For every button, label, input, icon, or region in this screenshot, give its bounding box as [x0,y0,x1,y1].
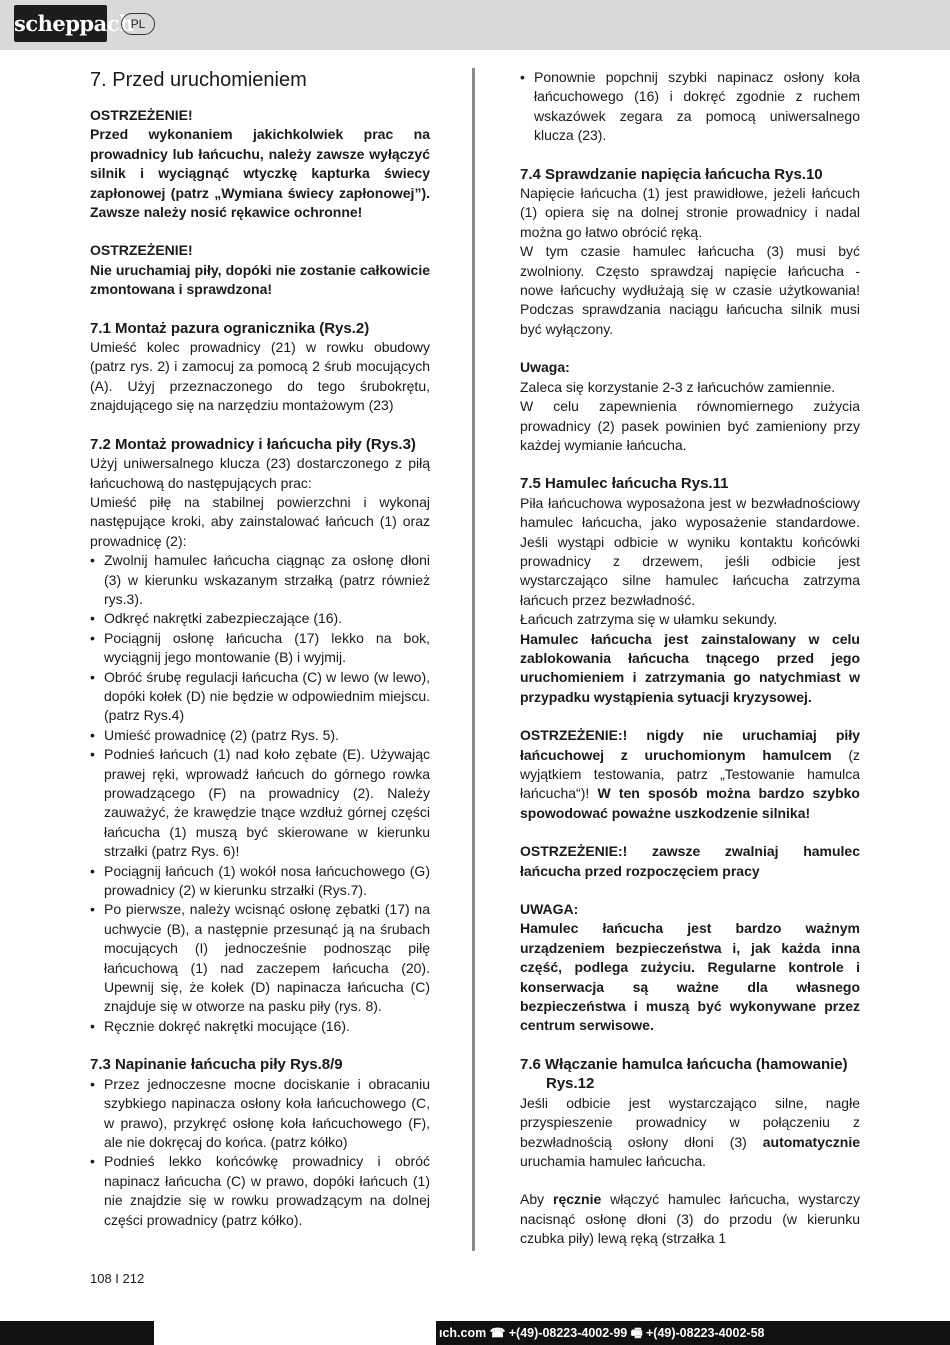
list-item: • Odkręć nakrętki zabezpieczające (16). [90,609,430,628]
warning-paragraph [520,726,860,823]
paragraph [520,1094,860,1172]
warning-text: Nie uruchamiaj piły, dopóki nie zostanie całkowicie zmontowana i sprawdzona! [90,261,430,298]
paragraph: Umieść kolec prowadnicy (21) w rowku obudowy (patrz rys. 2) i zamocuj za pomocą 2 śrub mocujących (A). Użyj przeznaczonego do tego śrubokrętu, znajdującego się na narzędziu montażowym (23) [90,339,430,414]
list-item: • Umieść prowadnicę (2) (patrz Rys. 5). [90,726,430,745]
step-list [520,68,860,146]
contact-info: ıch.com ☎ +(49)-08223-4002-99 🖷 +(49)-08223-4002-58 [439,1326,765,1340]
paragraph: Zaleca się korzystanie 2-3 z łańcuchów zamiennie. [520,378,836,395]
text-run: automatycznie [762,1133,860,1150]
list-item: • Pociągnij osłonę łańcucha (17) lekko na bok, wyciągnij jego montowanie (B) i wyjmij. [90,629,430,668]
page-number: 108 I 212 [90,1271,145,1286]
paragraph-bold: Hamulec łańcucha jest zainstalowany w celu zablokowania łańcucha tnącego przed jego uruchomieniem i zatrzymania go natychmiast w przypadku wystąpienia sytuacji kryzysowej. [520,630,860,705]
list-item: • Podnieś lekko końcówkę prowadnicy i obróć napinacz łańcucha (C) w prawo, dopóki łańcuch (1) nie znajdzie się w rowku prowadzącym na dolnej części prowadnicy (patrz kółko). [90,1152,430,1230]
paragraph [520,1190,860,1248]
page-header [0,0,950,50]
paragraph-bold: Hamulec łańcucha jest bardzo ważnym urządzeniem bezpieczeństwa i, jak każda inna część, podlega zużyciu. Regularne kontrole i konserwacja są ważne dla własnego bezpieczeństwa i muszą być wykonywane przez centrum serwisowe. [520,920,860,1034]
subsection-title: 7.4 Sprawdzanie napięcia łańcucha Rys.10 [520,165,823,183]
list-item: • Przez jednoczesne mocne dociskanie i obracaniu szybkiego napinacza osłony koła łańcuchowego (C, w prawo), przykręć osłonę koła łańcuchowego (F), ale nie dokręcaj do końca. (patrz kółko) [90,1075,430,1153]
step-list [90,551,430,1036]
list-item: • Po pierwsze, należy wcisnąć osłonę zębatki (17) na uchwycie (B), a następnie przesunąć ją na śrubach mocujących (I) jednocześnie podnosząc piłę łańcuchową (1) nad zaczepem łańcucha (20). Upewnij się, że kołek (D) napinacza łańcucha (C) znajduje się w otworze na pasku piły (rys. 8). [90,900,430,1016]
paragraph: Użyj uniwersalnego klucza (23) dostarczonego z piłą łańcuchową do następujących prac: [90,455,430,491]
warning-label: OSTRZEŻENIE! [90,107,193,123]
subsection-title: 7.2 Montaż prowadnicy i łańcucha piły (Rys.3) [90,435,416,453]
warning-text: OSTRZEŻENIE:! zawsze zwalniaj hamulec łańcucha przed rozpoczęciem pracy [520,843,860,879]
page-footer [0,1321,950,1345]
footer-block [154,1321,436,1345]
note-label: UWAGA: [520,901,579,918]
language-badge: PL [121,13,155,35]
list-item: • Zwolnij hamulec łańcucha ciągnąc za osłonę dłoni (3) w kierunku wskazanym strzałką (patrz również rys.3). [90,551,430,609]
text-run: uruchamia hamulec łańcucha. [520,1152,706,1169]
paragraph: Łańcuch zatrzyma się w ułamku sekundy. [520,611,778,628]
paragraph: W celu zapewnienia równomiernego zużycia prowadnicy (2) pasek powinien być zamieniony przy każdej wymianie łańcucha. [520,398,860,453]
subsection-title: 7.1 Montaż pazura ogranicznika (Rys.2) [90,319,370,337]
paragraph: W tym czasie hamulec łańcucha (3) musi być zwolniony. Często sprawdzaj napięcie łańcucha - nowe łańcuchy wydłużają się w czasie użytkowania! Podczas sprawdzania naciągu łańcucha silnik musi być wyłączony. [520,243,860,337]
paragraph: Piła łańcuchowa wyposażona jest w bezwładnościowy hamulec łańcucha, jako wyposażenie standardowe. Jeśli wystąpi odbicie w wyniku kontaktu końcówki prowadnicy z drzewem, jeśli odbicie jest wystarczająco silne hamulec łańcucha zatrzyma łańcuch przez bezwładność. [520,494,860,608]
text-run: ręcznie [553,1191,602,1208]
list-item: • Obróć śrubę regulacji łańcucha (C) w lewo (w lewo), dopóki kołek (D) nie będzie w odpowiednim miejscu. (patrz Rys.4) [90,668,430,726]
subsection-title: 7.3 Napinanie łańcucha piły Rys.8/9 [90,1056,343,1074]
list-item: • Ponownie popchnij szybki napinacz osłony koła łańcuchowego (16) i dokręć zgodnie z ruchem wskazówek zegara za pomocą uniwersalnego klucza (23). [520,68,860,146]
paragraph: Napięcie łańcucha (1) jest prawidłowe, jeżeli łańcuch (1) opiera się na dolnej stronie prowadnicy i nadal można go łatwo obrócić ręką. [520,185,860,240]
text-run: włączyć hamulec łańcucha, wystarczy nacisnąć osłonę dłoni (3) do przodu (w kierunku czubka piły) lewą ręką (strzałka 1 [520,1191,860,1247]
list-item: • Ręcznie dokręć nakrętki mocujące (16). [90,1017,430,1036]
section-title: 7. Przed uruchomieniem [90,69,307,91]
warning-label: OSTRZEŻENIE! [90,242,193,259]
warning-text: Przed wykonaniem jakichkolwiek prac na prowadnicy lub łańcuchu, należy zawsze wyłączyć silnik i wyciągnąć wtyczkę kapturka świecy zapłonowej (patrz „Wymiana świecy zapłonowej”). Zawsze należy nosić rękawice ochronne! [90,126,430,221]
step-list [90,1075,430,1230]
subsection-title: 7.6 Włączanie hamulca łańcucha (hamowanie) Rys.12 [520,1055,848,1093]
paragraph: Umieść piłę na stabilnej powierzchni i wykonaj następujące kroki, aby zainstalować łańcuch (1) oraz prowadnicę (2): [90,493,430,549]
warning-text: W ten sposób można bardzo szybko spowodować poważne uszkodzenie silnika! [520,785,860,821]
right-column [520,68,860,1249]
warning-text: (z wyjątkiem testowania, patrz „Testowanie hamulca łańcucha“)! [520,746,860,802]
subsection-title: 7.5 Hamulec łańcucha Rys.11 [520,475,729,493]
text-run: Aby [520,1191,553,1208]
column-divider [472,68,475,1251]
list-item: • Pociągnij łańcuch (1) wokół nosa łańcuchowego (G) prowadnicy (2) w kierunku strzałki (Rys.7). [90,862,430,901]
text-run: Jeśli odbicie jest wystarczająco silne, nagłe przyspieszenie prowadnicy w połączeniu z bezwładnością osłony dłoni (3) [520,1094,860,1150]
left-column [90,68,430,1230]
list-item: • Podnieś łańcuch (1) nad koło zębate (E). Używając prawej ręki, wprowadź łańcuch do górnego rowka prowadzącego (F) na prowadnicy (2). Należy zauważyć, że krawędzie tnące wzdłuż górnej części łańcucha (1) muszą być skierowane w kierunku strzałki (patrz Rys. 6)! [90,745,430,861]
warning-text: OSTRZEŻENIE:! nigdy nie uruchamiaj piły łańcuchowej z uruchomionym hamulcem [520,727,860,763]
brand-logo: scheppach [14,5,107,42]
note-label: Uwaga: [520,359,570,376]
